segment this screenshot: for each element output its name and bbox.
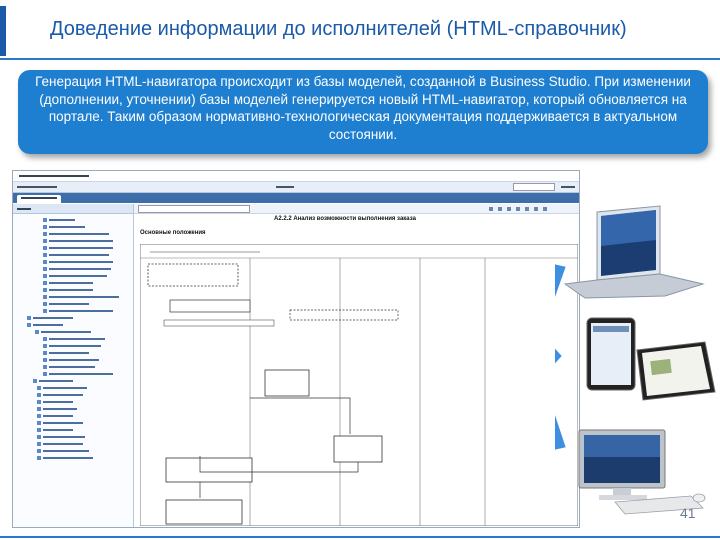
tree-item-icon [27,316,31,320]
tree-item [13,377,133,384]
tree-item-icon [43,274,47,278]
tree-item-icon [43,302,47,306]
tree-item-label [43,450,89,452]
tree-item-icon [43,239,47,243]
tree-item [13,244,133,251]
tree-item-label [43,422,83,424]
tree-item-icon [43,372,47,376]
info-text: Генерация HTML-навигатора происходит из базы моделей, созданной в Business Studio. При изменении (дополнении, уточнении) базы моделей генерируется новый HTML-навигатор, который обновляется на портале. Таким образом нормативно-технологическая документация поддерживается в актуальном состоянии. [35,74,691,142]
tree-item-icon [27,323,31,327]
tree-item-icon [43,309,47,313]
navigator-header [13,171,579,182]
tree-item-label [39,380,73,382]
tree-item-icon [33,379,37,383]
tree-item [13,412,133,419]
tree-item-label [49,366,95,368]
tree-item-label [49,275,107,277]
arrow-right-icon [555,372,567,456]
tree-item [13,216,133,223]
tree-item-icon [43,267,47,271]
slide-title: Доведение информации до исполнителей (HTML-справочник) [50,18,627,40]
tree-item-label [49,240,113,242]
tree-item-label [49,261,113,263]
tree-item-icon [37,442,41,446]
tree-item-label [43,457,93,459]
tree-item-label [49,352,89,354]
tree-item [13,356,133,363]
tree-item [13,433,133,440]
tree-item-label [49,373,113,375]
tree-item-label [43,387,87,389]
tree-item [13,286,133,293]
tree-item [13,314,133,321]
tree-item-icon [37,456,41,460]
info-box [18,70,708,154]
tree-item-icon [43,295,47,299]
tree-item [13,230,133,237]
tree-item-label [49,310,113,312]
laptop-icon [565,206,703,298]
tree-item [13,328,133,335]
tree-item [13,223,133,230]
bottom-divider [0,536,720,538]
tree-item [13,293,133,300]
navigator-tabs [13,193,579,203]
tree-item-label [49,289,93,291]
tree-item-icon [43,365,47,369]
tree-item-icon [43,281,47,285]
tree-item-icon [43,260,47,264]
tree-item-icon [37,407,41,411]
tree-item-icon [43,344,47,348]
tree-item-icon [43,253,47,257]
tree-item [13,363,133,370]
document-title: А2.2.2 Анализ возможности выполнения заказа [274,216,416,222]
tree-item [13,335,133,342]
tree-item-icon [37,449,41,453]
tree-item-label [43,443,83,445]
tree-item-label [49,268,111,270]
tree-item-icon [43,225,47,229]
tree-item-icon [37,386,41,390]
tree-item-label [43,401,73,403]
tree-item-icon [37,414,41,418]
tree-item-label [49,345,101,347]
tree-item-label [33,317,73,319]
tree-item [13,398,133,405]
tree-item [13,265,133,272]
tree-item-label [49,233,109,235]
tree-item [13,321,133,328]
tree-item [13,454,133,461]
tree-item [13,237,133,244]
tree-item [13,419,133,426]
tree-item [13,342,133,349]
tree-item [13,384,133,391]
tree-item-label [43,436,85,438]
tree-header [13,204,133,214]
tree-item-label [49,254,109,256]
tree-item-label [49,296,119,298]
tree-item-label [49,303,89,305]
tree-item [13,440,133,447]
tree-item-icon [43,351,47,355]
tree-item-icon [37,428,41,432]
tree-item-icon [37,421,41,425]
tree-item-icon [37,400,41,404]
tree-item-label [49,247,113,249]
tree-item-icon [43,358,47,362]
title-divider [0,58,720,60]
content-combo [138,205,250,213]
navigator-toolbar [13,182,579,193]
process-diagram [140,244,578,526]
monitor-icon [579,430,705,514]
tree-rows [13,214,133,461]
document-subtitle: Основные положения [140,230,206,236]
tree-item [13,391,133,398]
devices-area [555,200,720,520]
tree-item-icon [35,330,39,334]
tree-item [13,349,133,356]
tree-item-icon [43,288,47,292]
tree-item-label [43,394,83,396]
tree-item-label [49,219,75,221]
tree-item [13,447,133,454]
navigator-tree-panel [13,204,134,527]
tree-item-label [49,338,105,340]
tree-item-label [43,429,73,431]
tablet-icon [587,318,715,400]
tree-item-icon [43,218,47,222]
title-accent-bar [0,6,6,56]
tree-item [13,251,133,258]
tree-item-icon [43,232,47,236]
tree-item [13,426,133,433]
tree-item-label [43,408,77,410]
tree-item [13,307,133,314]
tree-item-icon [43,246,47,250]
navigator-search-input [513,183,555,191]
tree-item-label [33,324,63,326]
tree-item-icon [37,435,41,439]
tree-item-label [49,226,85,228]
tree-item [13,258,133,265]
navigator-tab [17,195,61,203]
tree-item [13,272,133,279]
tree-item-label [49,282,93,284]
tree-item [13,279,133,286]
navigator-content [134,204,579,527]
html-navigator-screenshot [12,170,580,528]
tree-item-label [41,331,91,333]
tree-item [13,300,133,307]
tree-item-icon [43,337,47,341]
title-area [0,0,720,60]
tree-item-label [49,359,99,361]
tree-item [13,370,133,377]
page-number: 41 [680,505,696,521]
tree-item-icon [37,393,41,397]
tree-item-label [43,415,73,417]
content-toolbar [134,204,579,214]
tree-item [13,405,133,412]
arrow-right-icon [555,325,563,387]
arrow-right-icon [555,258,567,344]
